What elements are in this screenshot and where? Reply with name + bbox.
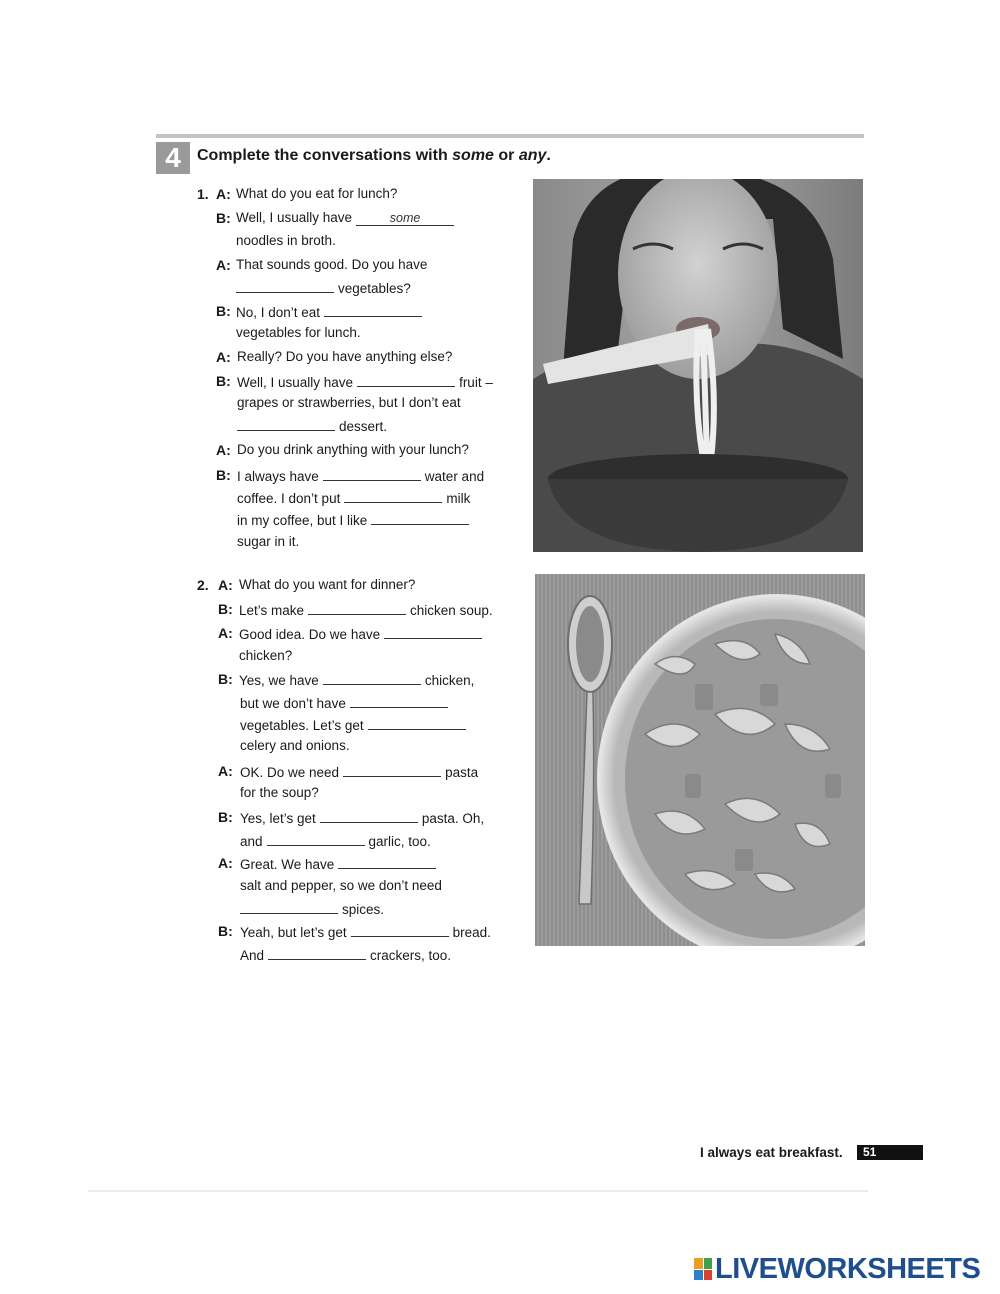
dialogue-text: Great. We have xyxy=(240,857,335,872)
dialogue-line xyxy=(236,209,458,227)
dialogue-text: noodles in broth. xyxy=(236,233,336,248)
dialogue-text: pasta. Oh, xyxy=(421,811,485,826)
dialogue-line xyxy=(240,831,431,851)
dialogue-text: OK. Do we need xyxy=(240,765,340,780)
answer-blank[interactable] xyxy=(357,372,455,387)
answer-blank[interactable] xyxy=(344,488,442,503)
logo-square xyxy=(704,1270,713,1281)
answer-blank[interactable] xyxy=(323,466,421,481)
dialogue-text: celery and onions. xyxy=(240,738,350,753)
dialogue-text: sugar in it. xyxy=(237,534,300,549)
dialogue-line xyxy=(240,922,491,942)
dialogue-text: dessert. xyxy=(339,419,388,434)
speaker-label: B: xyxy=(216,467,231,483)
speaker-label: A: xyxy=(216,442,231,458)
dialogue-line xyxy=(233,416,387,436)
photo-woman-eating-noodles xyxy=(533,179,863,552)
dialogue-line xyxy=(237,466,484,486)
dialogue-text: pasta xyxy=(445,765,479,780)
title-text: . xyxy=(546,147,551,164)
title-text: or xyxy=(493,147,519,164)
dialogue-text: salt and pepper, so we don’t need xyxy=(240,878,442,893)
answer-blank[interactable] xyxy=(368,715,466,730)
answer-blank[interactable] xyxy=(323,670,421,685)
dialogue-text: water and xyxy=(424,469,485,484)
dialogue-line xyxy=(239,624,486,644)
dialogue-line xyxy=(240,693,452,713)
logo-grid-icon xyxy=(694,1258,712,1280)
dialogue-text: Let’s make xyxy=(239,603,305,618)
dialogue-text: And xyxy=(240,948,265,963)
dialogue-text: That sounds good. Do you have xyxy=(236,257,428,272)
speaker-label: A: xyxy=(218,763,233,779)
title-word-some: some xyxy=(452,147,494,164)
dialogue-text: fruit – xyxy=(459,375,493,390)
dialogue-line xyxy=(239,670,474,690)
speaker-label: A: xyxy=(216,257,231,273)
logo-square xyxy=(694,1258,703,1269)
dialogue-line xyxy=(240,762,478,782)
dialogue-text: garlic, too. xyxy=(368,834,431,849)
dialogue-text: but we don’t have xyxy=(240,696,346,711)
dialogue-text: chicken? xyxy=(239,648,293,663)
dialogue-text: for the soup? xyxy=(240,785,319,800)
answer-blank[interactable] xyxy=(268,945,366,960)
answer-blank[interactable] xyxy=(338,854,436,869)
conversation-number: 2. xyxy=(197,577,209,593)
logo-text: LIVEWORKSHEETS xyxy=(715,1252,981,1285)
dialogue-text: No, I don’t eat xyxy=(236,305,321,320)
answer-blank[interactable] xyxy=(324,302,422,317)
speaker-label: B: xyxy=(218,923,233,939)
speaker-label: B: xyxy=(216,210,231,226)
dialogue-text: Well, I usually have xyxy=(236,210,353,225)
footer-rule xyxy=(88,1190,868,1192)
dialogue-line xyxy=(240,854,440,874)
dialogue-text: grapes or strawberries, but I don’t eat xyxy=(237,395,461,410)
dialogue-text: Well, I usually have xyxy=(237,375,354,390)
title-word-any: any xyxy=(518,147,547,164)
dialogue-text: Yes, let’s get xyxy=(240,811,316,826)
footer-unit-title: I always eat breakfast. xyxy=(700,1145,843,1160)
page-number: 51 xyxy=(857,1145,923,1160)
speaker-label: B: xyxy=(218,601,233,617)
answer-blank[interactable] xyxy=(350,693,448,708)
dialogue-text: vegetables? xyxy=(338,281,411,296)
dialogue-text: vegetables for lunch. xyxy=(236,325,361,340)
dialogue-line xyxy=(236,899,384,919)
speaker-label: B: xyxy=(216,303,231,319)
exercise-title xyxy=(197,147,551,165)
dialogue-text: coffee. I don’t put xyxy=(237,491,341,506)
answer-blank[interactable] xyxy=(240,899,338,914)
dialogue-line xyxy=(236,302,426,322)
answer-blank[interactable] xyxy=(308,600,406,615)
answer-blank-example: some xyxy=(356,211,454,226)
dialogue-line xyxy=(237,488,470,508)
answer-blank[interactable] xyxy=(351,922,449,937)
dialogue-text: chicken soup. xyxy=(410,603,493,618)
logo-square xyxy=(704,1258,713,1269)
dialogue-text: Do you drink anything with your lunch? xyxy=(237,442,469,457)
exercise-number-badge: 4 xyxy=(156,142,190,174)
answer-blank[interactable] xyxy=(237,416,335,431)
dialogue-text: bread. xyxy=(452,925,491,940)
answer-blank[interactable] xyxy=(371,510,469,525)
speaker-label: B: xyxy=(218,671,233,687)
dialogue-line xyxy=(237,372,493,392)
dialogue-text: and xyxy=(240,834,263,849)
dialogue-text: Good idea. Do we have xyxy=(239,627,381,642)
header-rule xyxy=(156,134,864,138)
speaker-label: B: xyxy=(218,809,233,825)
dialogue-line xyxy=(232,278,411,298)
dialogue-text: Really? Do you have anything else? xyxy=(237,349,453,364)
answer-blank[interactable] xyxy=(384,624,482,639)
dialogue-line xyxy=(240,945,451,965)
answer-blank[interactable] xyxy=(267,831,365,846)
dialogue-text: vegetables. Let’s get xyxy=(240,718,364,733)
dialogue-text: What do you eat for lunch? xyxy=(236,186,398,201)
dialogue-line xyxy=(240,715,470,735)
dialogue-text: crackers, too. xyxy=(370,948,452,963)
title-text: Complete the conversations with xyxy=(197,147,453,164)
speaker-label: B: xyxy=(216,373,231,389)
dialogue-line xyxy=(237,510,473,530)
dialogue-text: Yes, we have xyxy=(239,673,319,688)
answer-blank[interactable] xyxy=(320,808,418,823)
photo-chicken-soup-bowl xyxy=(535,574,865,946)
dialogue-text: milk xyxy=(446,491,471,506)
speaker-label: A: xyxy=(216,186,231,202)
dialogue-text: What do you want for dinner? xyxy=(239,577,416,592)
answer-blank[interactable] xyxy=(236,278,334,293)
dialogue-text: chicken, xyxy=(424,673,475,688)
conversation-number: 1. xyxy=(197,186,209,202)
dialogue-line xyxy=(239,600,493,620)
dialogue-line xyxy=(240,808,484,828)
dialogue-text: in my coffee, but I like xyxy=(237,513,368,528)
speaker-label: A: xyxy=(218,625,233,641)
logo-square xyxy=(694,1270,703,1281)
soup-photo-illustration xyxy=(535,574,865,946)
speaker-label: A: xyxy=(218,577,233,593)
noodles-photo-illustration xyxy=(533,179,863,552)
liveworksheets-logo xyxy=(694,1254,980,1284)
dialogue-text: Yeah, but let’s get xyxy=(240,925,347,940)
dialogue-text: spices. xyxy=(342,902,385,917)
speaker-label: A: xyxy=(218,855,233,871)
answer-blank[interactable] xyxy=(343,762,441,777)
dialogue-text: I always have xyxy=(237,469,319,484)
speaker-label: A: xyxy=(216,349,231,365)
